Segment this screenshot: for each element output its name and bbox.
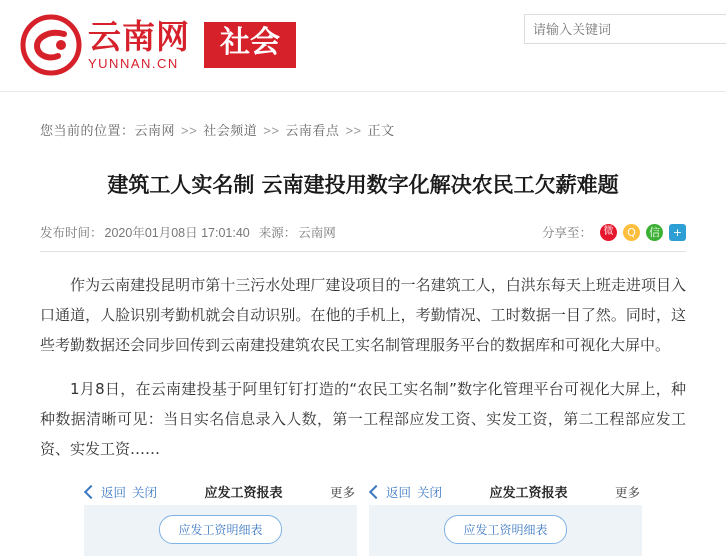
breadcrumb-item-0[interactable]: 云南网 bbox=[134, 123, 176, 138]
back-label-left[interactable]: 返回 bbox=[101, 484, 127, 500]
weibo-icon[interactable]: 微 bbox=[600, 224, 617, 241]
qzone-icon[interactable]: Q bbox=[623, 224, 640, 241]
site-header bbox=[0, 0, 726, 92]
logo-title-en: YUNNAN.CN bbox=[88, 56, 179, 71]
breadcrumb-prefix: 您当前的位置： bbox=[40, 123, 135, 138]
close-label-left[interactable]: 关闭 bbox=[132, 484, 158, 500]
article-body bbox=[40, 270, 686, 464]
breadcrumb-item-2[interactable]: 云南看点 bbox=[285, 123, 340, 138]
screenshot-toolbar-left bbox=[84, 478, 357, 505]
article-meta-left bbox=[40, 223, 338, 241]
more-label-left[interactable]: 更多 bbox=[329, 484, 355, 500]
breadcrumb-sep-1: >> bbox=[263, 123, 280, 138]
close-label-right[interactable]: 关闭 bbox=[417, 484, 443, 500]
embedded-screenshot-right bbox=[369, 478, 642, 556]
article-paragraph-0: 作为云南建投昆明市第十三污水处理厂建设项目的一名建筑工人，白洪东每天上班走进项目入口通道，人脸识别考勤机就会自动识别。在他的手机上，考勤情况、工时数据一目了然。同时，这些考勤数据还会同步回传到云南建投建筑农民工实名制管理服务平台的数据库和可视化大屏中。 bbox=[40, 276, 686, 354]
back-close-control-right[interactable] bbox=[371, 483, 442, 501]
salary-detail-pill-right[interactable]: 应发工资明细表 bbox=[444, 515, 566, 544]
chevron-left-icon bbox=[369, 484, 383, 498]
breadcrumb-sep-0: >> bbox=[181, 123, 198, 138]
main-content bbox=[20, 92, 706, 556]
back-close-control-left[interactable] bbox=[86, 483, 157, 501]
screenshot-body-left bbox=[84, 505, 357, 556]
logo-text-block bbox=[88, 14, 190, 76]
screenshot-toolbar-right bbox=[369, 478, 642, 505]
source-value: 云南网 bbox=[298, 226, 336, 240]
share-bar bbox=[542, 223, 686, 241]
wechat-icon[interactable]: 信 bbox=[646, 224, 663, 241]
search-input[interactable] bbox=[525, 15, 726, 43]
more-share-icon[interactable]: + bbox=[669, 224, 686, 241]
logo-title-cn: 云南网 bbox=[88, 17, 190, 56]
page-title: 建筑工人实名制 云南建投用数字化解决农民工欠薪难题 bbox=[107, 173, 619, 197]
back-label-right[interactable]: 返回 bbox=[386, 484, 412, 500]
salary-detail-pill-left[interactable]: 应发工资明细表 bbox=[159, 515, 281, 544]
site-logo[interactable] bbox=[20, 14, 296, 76]
chevron-left-icon bbox=[84, 484, 98, 498]
share-icon-group bbox=[600, 224, 686, 241]
breadcrumb bbox=[40, 92, 686, 143]
search-box[interactable] bbox=[524, 14, 726, 44]
more-label-right[interactable]: 更多 bbox=[614, 484, 640, 500]
article-paragraph-1: 1月8日，在云南建投基于阿里钉钉打造的“农民工实名制”数字化管理平台可视化大屏上，种种数据清晰可见：当日实名信息录入人数，第一工程部应发工资、实发工资，第二工程部应发工资、实发工资…… bbox=[40, 380, 686, 458]
screenshot-title-right: 应发工资报表 bbox=[489, 486, 568, 501]
screenshot-title-left: 应发工资报表 bbox=[204, 486, 283, 501]
article-meta-bar bbox=[40, 223, 686, 252]
breadcrumb-sep-2: >> bbox=[345, 123, 362, 138]
channel-badge-society[interactable]: 社会 bbox=[204, 22, 296, 68]
publish-time-value: 2020年01月08日 17:01:40 bbox=[104, 226, 250, 240]
screenshot-body-right bbox=[369, 505, 642, 556]
source-label: 来源： bbox=[258, 226, 297, 240]
breadcrumb-item-current: 正文 bbox=[367, 123, 395, 138]
publish-time-label: 发布时间： bbox=[40, 226, 103, 240]
share-label: 分享至： bbox=[541, 226, 592, 240]
breadcrumb-item-1[interactable]: 社会频道 bbox=[203, 123, 258, 138]
embedded-screenshot-row bbox=[40, 478, 686, 556]
yunnan-logo-icon bbox=[20, 14, 82, 76]
embedded-screenshot-left bbox=[84, 478, 357, 556]
